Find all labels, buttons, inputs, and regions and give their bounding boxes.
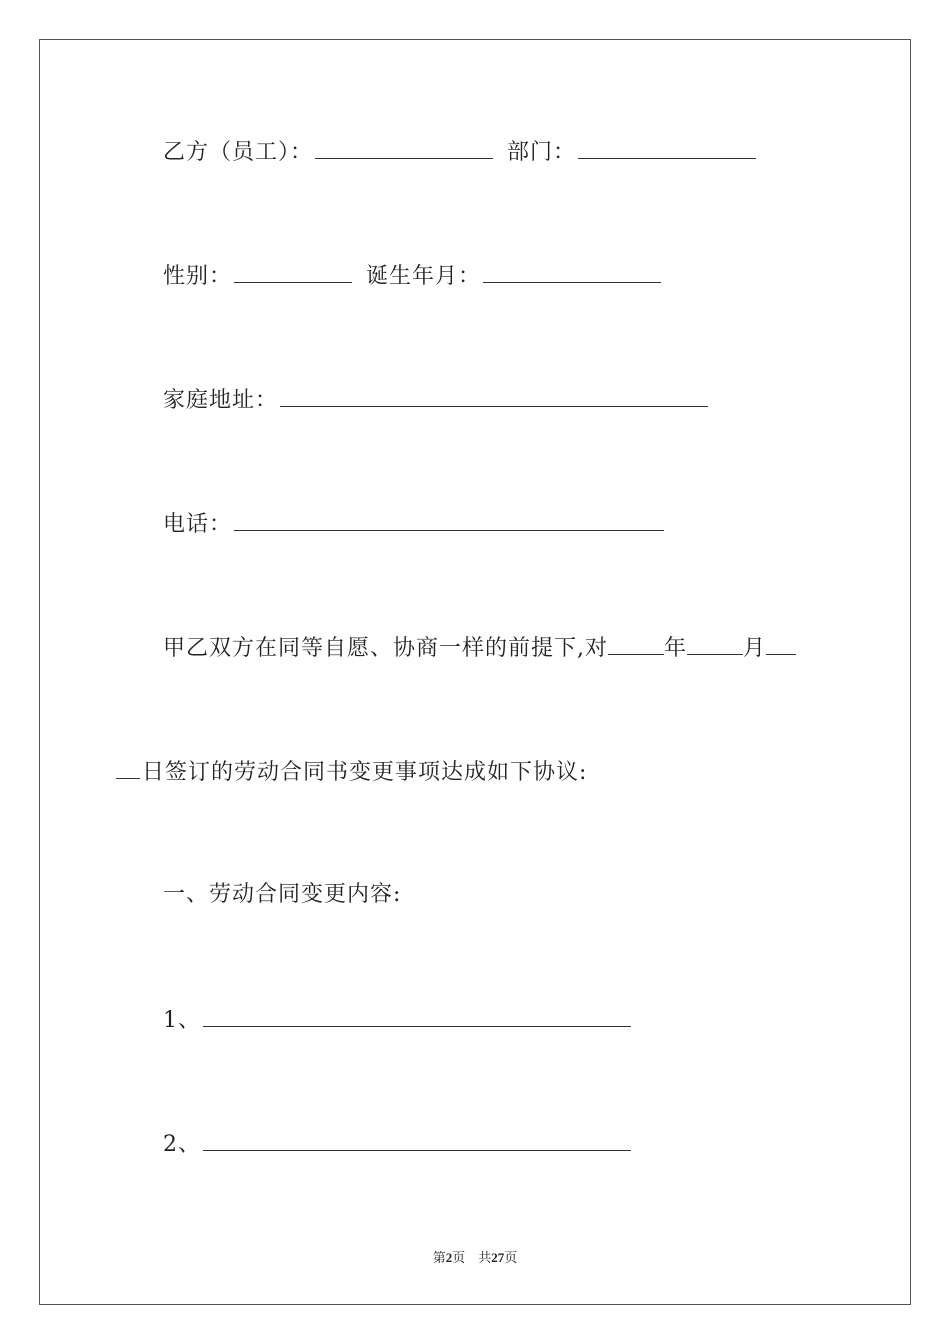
footer-prefix: 第 (432, 1250, 446, 1265)
address-blank[interactable] (280, 384, 708, 407)
agreement-intro-text-2: 日签订的劳动合同书变更事项达成如下协议: (142, 760, 588, 785)
phone-row (163, 508, 670, 540)
footer-suffix: 页 (504, 1250, 518, 1265)
item-1-label: 1、 (163, 1008, 201, 1033)
department-blank[interactable] (578, 136, 756, 159)
gender-row (163, 260, 667, 292)
item-1-blank[interactable] (203, 1004, 631, 1027)
item-2-label: 2、 (163, 1132, 201, 1157)
footer-page-number: 2 (445, 1250, 453, 1265)
list-item (163, 1004, 637, 1036)
day-blank-end[interactable] (116, 756, 140, 779)
gender-label: 性别： (163, 264, 233, 289)
year-label: 年 (664, 636, 688, 661)
birth-label: 诞生年月： (366, 264, 482, 289)
section-heading (163, 880, 401, 910)
birth-blank[interactable] (483, 260, 661, 283)
month-blank[interactable] (687, 632, 743, 655)
page-border (39, 39, 911, 1305)
year-blank[interactable] (608, 632, 664, 655)
section-heading-text: 一、劳动合同变更内容: (163, 882, 402, 907)
department-label: 部门： (507, 140, 577, 165)
footer-total-pages: 27 (491, 1250, 505, 1265)
party-b-blank[interactable] (315, 136, 493, 159)
day-blank-start[interactable] (766, 632, 796, 655)
page-footer (0, 1247, 950, 1266)
list-item (163, 1128, 637, 1160)
agreement-intro-line2 (116, 756, 587, 788)
agreement-intro-text: 甲乙双方在同等自愿、协商一样的前提下,对 (163, 636, 608, 661)
gender-blank[interactable] (234, 260, 352, 283)
address-row (163, 384, 714, 416)
address-label: 家庭地址： (163, 388, 279, 413)
phone-label: 电话： (163, 512, 233, 537)
month-label: 月 (743, 636, 767, 661)
agreement-intro-line1 (163, 632, 796, 664)
item-2-blank[interactable] (203, 1128, 631, 1151)
footer-mid: 页 共 (452, 1250, 492, 1265)
party-b-label: 乙方（员工）： (163, 140, 314, 165)
phone-blank[interactable] (234, 508, 664, 531)
party-b-row (163, 136, 762, 168)
